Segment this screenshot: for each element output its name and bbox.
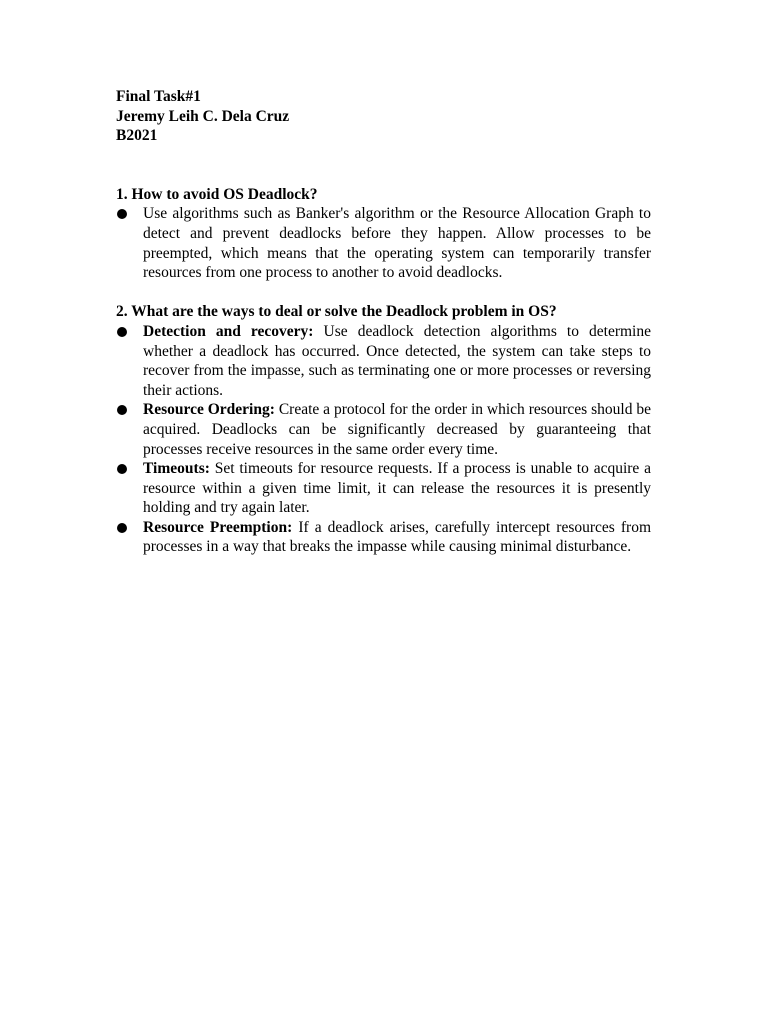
answer-text: Create a protocol for the order in which resources should be acquired. Deadlocks can be significantly decreased by guaranteeing that processes receive resources in the same order every time.: [143, 401, 651, 458]
answer-text: Set timeouts for resource requests. If a process is unable to acquire a resource within a given time limit, it can release the resources it is presently holding and try again later.: [143, 460, 652, 517]
bullet-icon: [117, 405, 127, 415]
list-item: [116, 400, 651, 459]
list-item: [116, 518, 651, 557]
answer-text: Use algorithms such as Banker's algorithm or the Resource Allocation Graph to detect and prevent deadlocks before they happen. Allow processes to be preempted, which means that the operating system can temporarily transfer resources from one process to another to avoid deadlocks.: [143, 205, 651, 282]
bullet-icon: [117, 464, 127, 474]
list-item: [116, 459, 651, 518]
task-title: Final Task#1: [116, 88, 201, 105]
answer-text: If a deadlock arises, carefully intercept resources from processes in a way that breaks the impasse while causing minimal disturbance.: [143, 518, 652, 556]
bullet-icon: [117, 209, 127, 219]
term-label: Resource Ordering:: [143, 401, 275, 419]
bullet-icon: [117, 523, 127, 533]
term-label: Timeouts:: [143, 460, 210, 478]
bullet-icon: [117, 327, 127, 337]
question-1-heading: 1. How to avoid OS Deadlock?: [116, 185, 318, 203]
list-item: [116, 322, 651, 400]
author-name: Jeremy Leih C. Dela Cruz: [116, 107, 290, 125]
question-1-answer-list: [116, 204, 651, 282]
term-label: Detection and recovery:: [143, 322, 314, 340]
answer-text: Use deadlock detection algorithms to determine whether a deadlock has occurred. Once detected, the system can take steps to recover from the impasse, such as terminating one or more processes or reversing their actions.: [143, 322, 651, 399]
question-2-heading: 2. What are the ways to deal or solve the Deadlock problem in OS?: [116, 303, 557, 321]
question-2-answer-list: [116, 322, 651, 557]
term-label: Resource Preemption:: [143, 518, 293, 536]
list-item: [116, 204, 651, 282]
section-code: B2021: [116, 127, 158, 145]
